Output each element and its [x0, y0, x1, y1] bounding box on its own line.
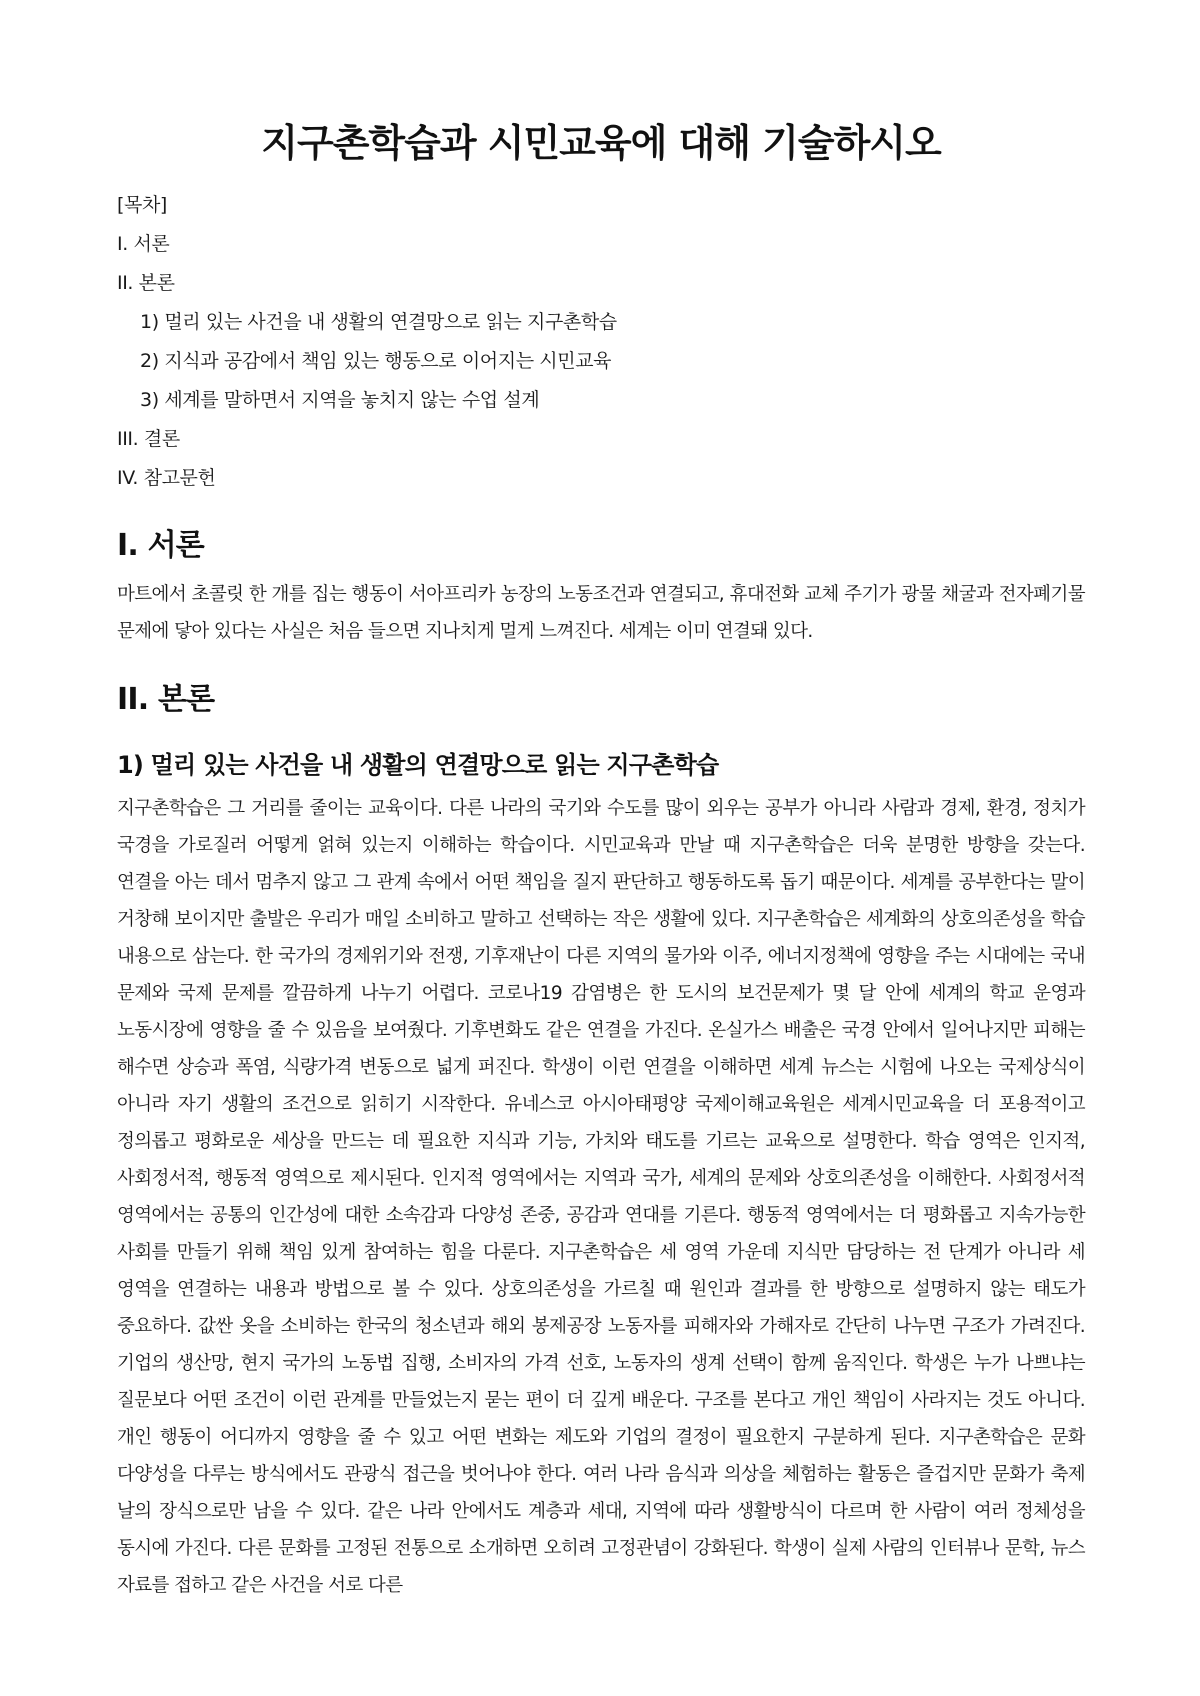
- toc-item: IV. 참고문헌: [117, 467, 216, 489]
- introduction-heading: I. 서론: [117, 528, 204, 563]
- toc-subitem: 3) 세계를 말하면서 지역을 놓치지 않는 수업 설계: [140, 389, 540, 411]
- section-1-heading: 1) 멀리 있는 사건을 내 생활의 연결망으로 읽는 지구촌학습: [117, 751, 719, 779]
- toc-subitem: 1) 멀리 있는 사건을 내 생활의 연결망으로 읽는 지구촌학습: [140, 311, 617, 333]
- body-heading: II. 본론: [117, 682, 215, 717]
- toc-item: I. 서론: [117, 233, 170, 255]
- toc-subitem: 2) 지식과 공감에서 책임 있는 행동으로 이어지는 시민교육: [140, 350, 612, 372]
- section-1-paragraph: 지구촌학습은 그 거리를 줄이는 교육이다. 다른 나라의 국기와 수도를 많이 외우는 공부가 아니라 사람과 경제, 환경, 정치가 국경을 가로질러 어떻게 얽혀 있는지 이해하는 학습이다. 시민교육과 만날 때 지구촌학습은 더욱 분명한 방향을 갖는다. 연결을 아는 데서 멈추지 않고 그 관계 속에서 어떤 책임을 질지 판단하고 행동하도록 돕기 때문이다. 세계를 공부한다는 말이 거창해 보이지만 출발은 우리가 매일 소비하고 말하고 선택하는 작은 생활에 있다. 지구촌학습은 세계화의 상호의존성을 학습 내용으로 삼는다. 한 국가의 경제위기와 전쟁, 기후재난이 다른 지역의 물가와 이주, 에너지정책에 영향을 주는 시대에는 국내 문제와 국제 문제를 깔끔하게 나누기 어렵다. 코로나19 감염병은 한 도시의 보건문제가 몇 달 안에 세계의 학교 운영과 노동시장에 영향을 줄 수 있음을 보여줬다. 기후변화도 같은 연결을 가진다. 온실가스 배출은 국경 안에서 일어나지만 피해는 해수면 상승과 폭염, 식량가격 변동으로 넓게 퍼진다. 학생이 이런 연결을 이해하면 세계 뉴스는 시험에 나오는 국제상식이 아니라 자기 생활의 조건으로 읽히기 시작한다. 유네스코 아시아태평양 국제이해교육원은 세계시민교육을 더 포용적이고 정의롭고 평화로운 세상을 만드는 데 필요한 지식과 기능, 가치와 태도를 기르는 교육으로 설명한다. 학습 영역은 인지적, 사회정서적, 행동적 영역으로 제시된다. 인지적 영역에서는 지역과 국가, 세계의 문제와 상호의존성을 이해한다. 사회정서적 영역에서는 공통의 인간성에 대한 소속감과 다양성 존중, 공감과 연대를 기른다. 행동적 영역에서는 더 평화롭고 지속가능한 사회를 만들기 위해 책임 있게 참여하는 힘을 다룬다. 지구촌학습은 세 영역 가운데 지식만 담당하는 전 단계가 아니라 세 영역을 연결하는 내용과 방법으로 볼 수 있다. 상호의존성을 가르칠 때 원인과 결과를 한 방향으로 설명하지 않는 태도가 중요하다. 값싼 옷을 소비하는 한국의 청소년과 해외 봉제공장 노동자를 피해자와 가해자로 간단히 나누면 구조가 가려진다. 기업의 생산망, 현지 국가의 노동법 집행, 소비자의 가격 선호, 노동자의 생계 선택이 함께 움직인다. 학생은 누가 나쁘냐는 질문보다 어떤 조건이 이런 관계를 만들었는지 묻는 편이 더 깊게 배운다. 구조를 본다고 개인 책임이 사라지는 것도 아니다. 개인 행동이 어디까지 영향을 줄 수 있고 어떤 변화는 제도와 기업의 결정이 필요한지 구분하게 된다. 지구촌학습은 문화 다양성을 다루는 방식에서도 관광식 접근을 벗어나야 한다. 여러 나라 음식과 의상을 체험하는 활동은 즐겁지만 문화가 축제 날의 장식으로만 남을 수 있다. 같은 나라 안에서도 계층과 세대, 지역에 따라 생활방식이 다르며 한 사람이 여러 정체성을 동시에 가진다. 다른 문화를 고정된 전통으로 소개하면 오히려 고정관념이 강화된다. 학생이 실제 사람의 인터뷰나 문학, 뉴스 자료를 접하고 같은 사건을 서로 다른: [117, 798, 1085, 1596]
- toc-heading: [목차]: [117, 194, 167, 216]
- toc-item: II. 본론: [117, 272, 175, 294]
- document-title: 지구촌학습과 시민교육에 대해 기술하시오: [261, 121, 941, 165]
- table-of-contents: [117, 186, 1085, 498]
- introduction-paragraph: 마트에서 초콜릿 한 개를 집는 행동이 서아프리카 농장의 노동조건과 연결되고, 휴대전화 교체 주기가 광물 채굴과 전자폐기물 문제에 닿아 있다는 사실은 처음 들으면 지나치게 멀게 느껴진다. 세계는 이미 연결돼 있다.: [117, 584, 1085, 642]
- toc-item: III. 결론: [117, 428, 180, 450]
